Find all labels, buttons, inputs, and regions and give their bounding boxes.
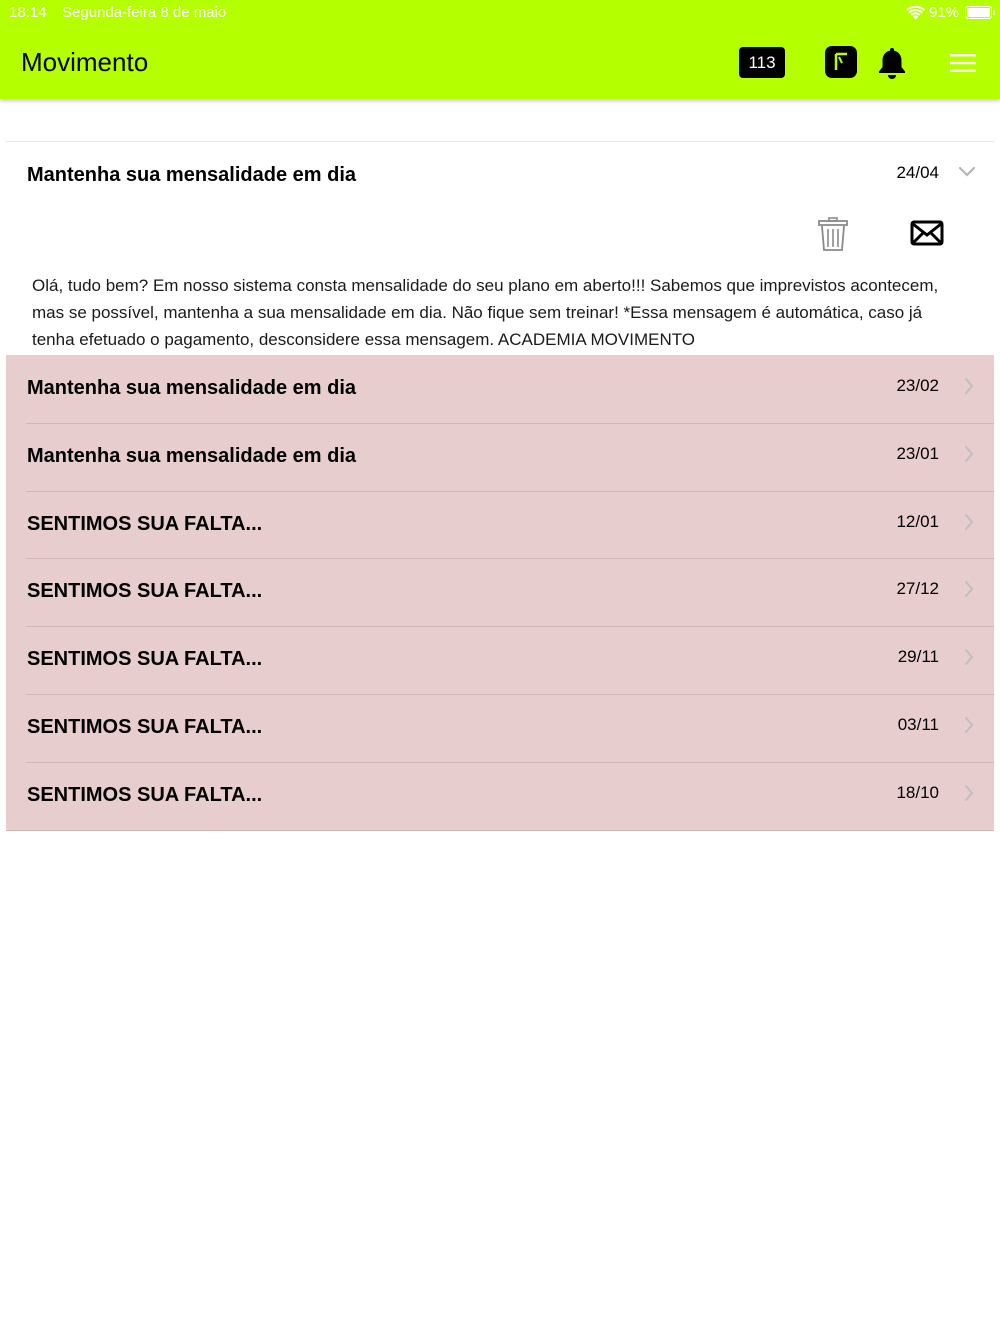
- chevron-right-icon: [964, 580, 974, 598]
- chevron-right-icon: [964, 648, 974, 666]
- message-list: [6, 355, 994, 831]
- message-title: Mantenha sua mensalidade em dia: [27, 377, 356, 399]
- message-body: Olá, tudo bem? Em nosso sistema consta mensalidade do seu plano em aberto!!! Sabemos que imprevistos acontecem, mas se possível, mantenha a sua mensalidade em dia. Não fique sem treinar! *Essa mensagem é automática, caso já tenha efetuado o pagamento, desconsidere essa mensagem. ACADEMIA MOVIMENTO: [32, 276, 939, 349]
- battery-icon: [965, 6, 992, 19]
- list-item[interactable]: [6, 423, 994, 491]
- message-title: Mantenha sua mensalidade em dia: [27, 444, 356, 467]
- chevron-right-icon: [964, 716, 974, 734]
- brand-logo-icon[interactable]: [825, 46, 857, 78]
- message-date: 23/02: [896, 376, 939, 395]
- trash-icon[interactable]: [818, 217, 848, 251]
- chevron-right-icon: [964, 445, 974, 463]
- counter-badge[interactable]: 113: [739, 47, 785, 78]
- message-date: 24/04: [896, 163, 939, 182]
- battery-percentage: 91%: [928, 4, 959, 21]
- message-title: SENTIMOS SUA FALTA...: [27, 580, 263, 603]
- bell-icon[interactable]: [876, 46, 908, 80]
- wifi-icon: [906, 6, 925, 20]
- status-bar: [0, 0, 1000, 26]
- message-date: 27/12: [896, 579, 939, 599]
- app-header: [0, 0, 1000, 99]
- status-date: Segunda-feira 8 de maio: [62, 4, 227, 21]
- list-item[interactable]: [6, 491, 994, 559]
- chevron-right-icon: [964, 377, 974, 395]
- brand-logo-glyph-icon: [825, 46, 857, 78]
- chevron-right-icon: [964, 784, 974, 802]
- message-title: SENTIMOS SUA FALTA...: [27, 648, 263, 671]
- message-date: 18/10: [896, 782, 939, 802]
- status-indicators: [906, 4, 992, 21]
- message-date: 23/01: [896, 443, 939, 463]
- chevron-right-icon: [964, 513, 974, 531]
- list-item[interactable]: [6, 355, 994, 423]
- message-date: 03/11: [897, 714, 939, 734]
- hamburger-menu-icon[interactable]: [950, 52, 976, 74]
- chevron-down-icon[interactable]: [958, 166, 976, 178]
- message-title: SENTIMOS SUA FALTA...: [27, 512, 263, 535]
- message-title: SENTIMOS SUA FALTA...: [27, 715, 263, 738]
- list-item[interactable]: [6, 694, 994, 762]
- message-date: 12/01: [896, 511, 939, 531]
- status-time: 18:14: [9, 4, 47, 21]
- envelope-icon[interactable]: [910, 220, 944, 246]
- message-date: 29/11: [897, 647, 939, 667]
- list-item[interactable]: [6, 762, 994, 830]
- list-item[interactable]: [6, 558, 994, 626]
- message-title: Mantenha sua mensalidade em dia: [27, 164, 356, 186]
- message-title: SENTIMOS SUA FALTA...: [27, 783, 263, 806]
- list-item[interactable]: [6, 626, 994, 694]
- expanded-message[interactable]: [6, 142, 994, 354]
- page-title: Movimento: [21, 47, 149, 77]
